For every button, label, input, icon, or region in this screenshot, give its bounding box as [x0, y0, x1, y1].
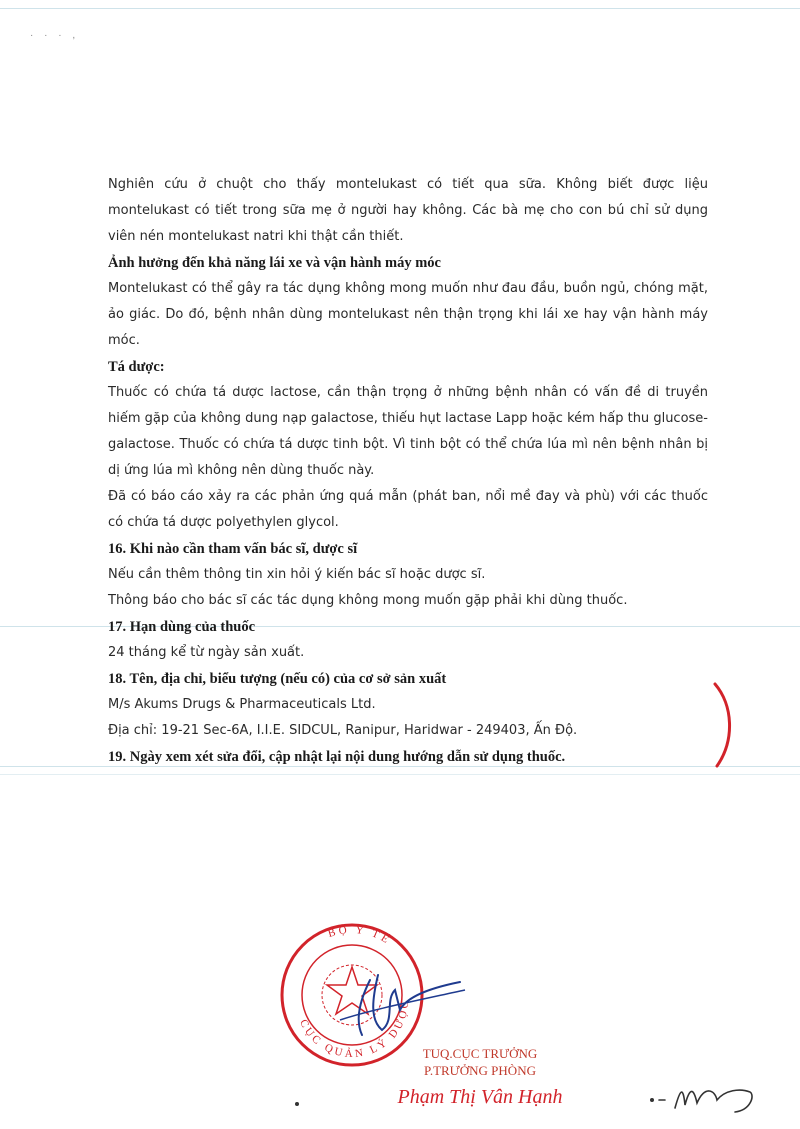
section-heading: 19. Ngày xem xét sửa đổi, cập nhật lại nội dung hướng dẫn sử dụng thuốc. [108, 749, 566, 765]
body-paragraph: Đã có báo cáo xảy ra các phản ứng quá mẫn (phát ban, nổi mề đay và phù) với các thuốc có chứa tá dược polyethylen glycol. [108, 489, 708, 530]
handwritten-initials [655, 1070, 765, 1120]
section-heading: 18. Tên, địa chỉ, biểu tượng (nếu có) của cơ sở sản xuất [108, 671, 447, 687]
section-heading: Tá dược: [108, 359, 165, 375]
body-paragraph: M/s Akums Drugs & Pharmaceuticals Ltd. [108, 697, 376, 712]
section-heading: 16. Khi nào cần tham vấn bác sĩ, dược sĩ [108, 541, 358, 557]
section-heading: 17. Hạn dùng của thuốc [108, 619, 256, 635]
body-paragraph: Thông báo cho bác sĩ các tác dụng không mong muốn gặp phải khi dùng thuốc. [108, 593, 628, 608]
body-paragraph: Nghiên cứu ở chuột cho thấy montelukast có tiết qua sữa. Không biết được liệu montelukast có tiết trong sữa mẹ ở người hay không. Các bà mẹ cho con bú chỉ sử dụng viên nén montelukast natri khi thật cần thiết. [108, 177, 708, 244]
handwritten-signature [300, 960, 470, 1050]
body-paragraph: Nếu cần thêm thông tin xin hỏi ý kiến bác sĩ hoặc dược sĩ. [108, 567, 486, 582]
signer-title-2: P.TRƯỞNG PHÒNG [424, 1063, 536, 1078]
red-margin-mark [705, 680, 745, 770]
scan-specks: · · · , [30, 30, 80, 41]
svg-text:BỘ Y TẾ: BỘ Y TẾ [326, 923, 394, 948]
body-paragraph: 24 tháng kể từ ngày sản xuất. [108, 645, 305, 660]
scan-line-lower-2 [0, 774, 800, 775]
scan-dot [295, 1102, 299, 1106]
body-paragraph: Địa chỉ: 19-21 Sec-6A, I.I.E. SIDCUL, Ranipur, Haridwar - 249403, Ấn Độ. [108, 723, 578, 738]
body-paragraph: Montelukast có thể gây ra tác dụng không mong muốn như đau đầu, buồn ngủ, chóng mặt, ảo giác. Do đó, bệnh nhân dùng montelukast nên thận trọng khi lái xe hay vận hành máy móc. [108, 281, 708, 348]
svg-text:CỤC QUẢN LÝ DƯỢC: CỤC QUẢN LÝ DƯỢC [297, 997, 412, 1061]
scan-line-top [0, 8, 800, 9]
section-heading: Ảnh hưởng đến khả năng lái xe và vận hành máy móc [108, 255, 441, 271]
document-body [108, 172, 708, 770]
signer-name: Phạm Thị Vân Hạnh [397, 1086, 563, 1108]
body-paragraph: Thuốc có chứa tá dược lactose, cần thận trọng ở những bệnh nhân có vấn đề di truyền hiếm gặp của không dung nạp galactose, thiếu hụt lactase Lapp hoặc kém hấp thu glucose-galactose. Thuốc có chứa tá dược tinh bột. Vì tinh bột có thể chứa lúa mì nên bệnh nhân bị dị ứng lúa mì không nên dùng thuốc này. [108, 385, 708, 478]
scan-dot [650, 1098, 654, 1102]
signer-title-1: TUQ.CỤC TRƯỞNG [422, 1046, 538, 1061]
